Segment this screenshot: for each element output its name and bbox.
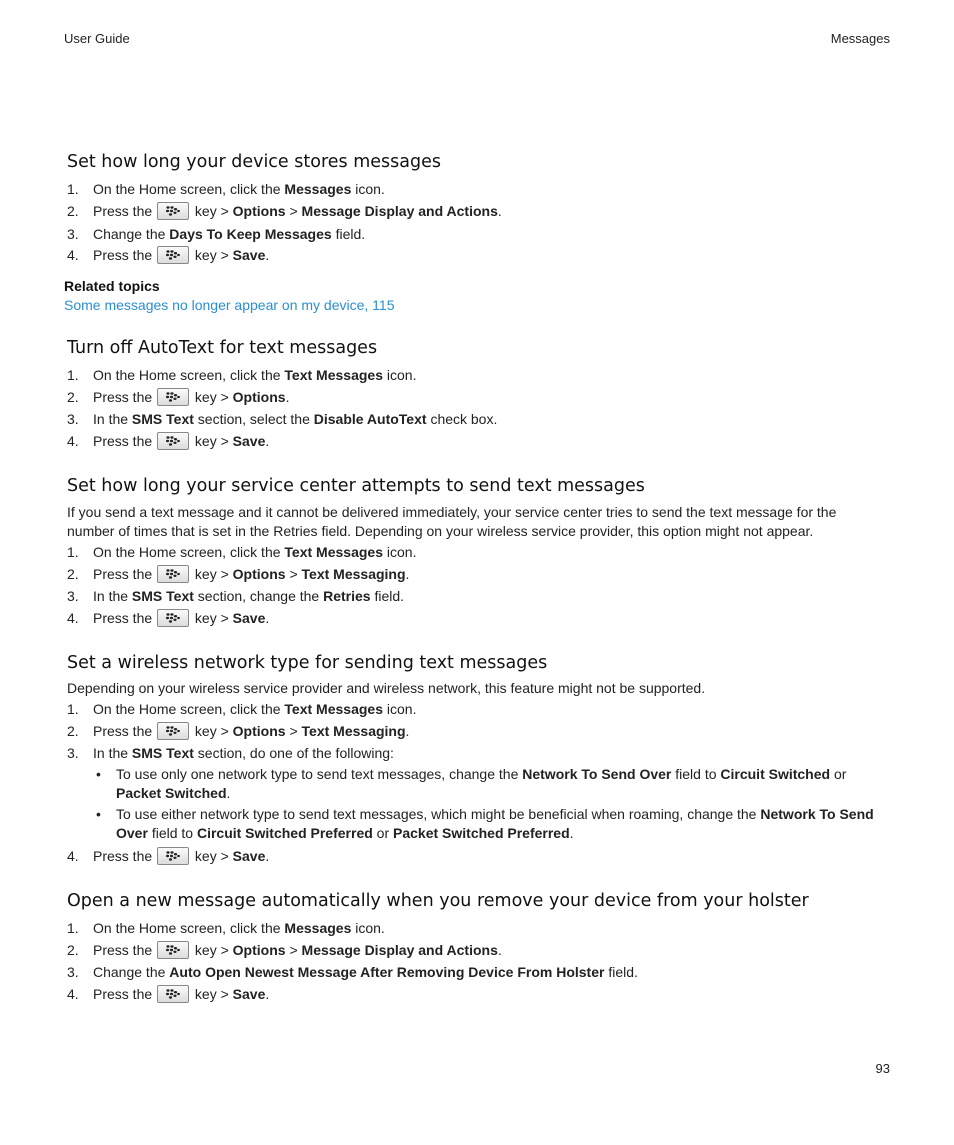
related-topics-heading: Related topics: [64, 278, 160, 294]
related-topic-link[interactable]: Some messages no longer appear on my device, 115: [64, 297, 395, 313]
section-intro: Depending on your wireless service provider and wireless network, this feature might not be supported.: [67, 680, 706, 696]
page-number: 93: [875, 1061, 890, 1076]
blackberry-menu-key-icon: [157, 985, 189, 1003]
section-title-holster: Open a new message automatically when you remove your device from your holster: [67, 891, 809, 911]
blackberry-menu-key-icon: [157, 941, 189, 959]
blackberry-menu-key-icon: [157, 246, 189, 264]
section-title-autotext: Turn off AutoText for text messages: [67, 338, 378, 358]
blackberry-menu-key-icon: [157, 847, 189, 865]
section-title-service-center: Set how long your service center attempts to send text messages: [67, 476, 645, 496]
section-title-store-messages: Set how long your device stores messages: [67, 152, 441, 172]
list-item: • To use only one network type to send text messages, change the Network To Send Over field to Circuit Switched or Packet Switched.: [96, 766, 847, 801]
running-header-left: User Guide: [64, 31, 130, 46]
section-intro: If you send a text message and it cannot be delivered immediately, your service center tries to send the text message for the number of times that is set in the Retries field. Depending on your wireless service provider, this option might not appear.: [67, 504, 837, 539]
blackberry-menu-key-icon: [157, 565, 189, 583]
blackberry-menu-key-icon: [157, 722, 189, 740]
list-item: • To use either network type to send text messages, which might be beneficial when roaming, change the Network To Send Over field to Circuit Switched Preferred or Packet Switched Preferred.: [96, 806, 874, 841]
blackberry-menu-key-icon: [157, 388, 189, 406]
running-header-right: Messages: [830, 31, 890, 46]
blackberry-menu-key-icon: [157, 432, 189, 450]
blackberry-menu-key-icon: [157, 202, 189, 220]
blackberry-menu-key-icon: [157, 609, 189, 627]
section-title-network-type: Set a wireless network type for sending text messages: [67, 653, 548, 673]
